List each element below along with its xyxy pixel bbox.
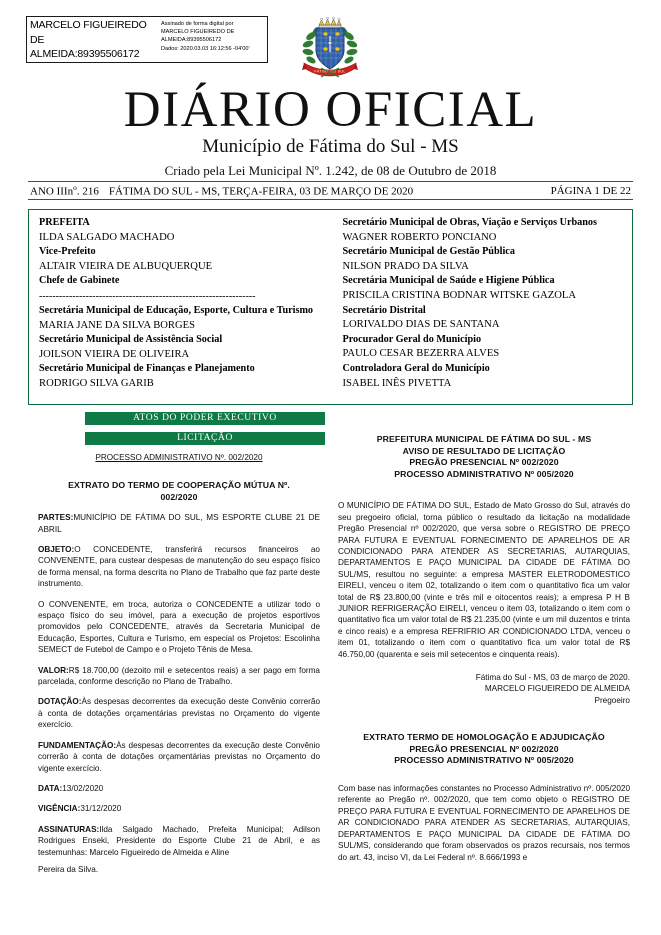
official-role: Secretário Municipal de Obras, Viação e Serviços Urbanos [342, 217, 597, 228]
masthead [0, 84, 661, 181]
aviso-heading-line-1: PREFEITURA MUNICIPAL DE FÁTIMA DO SUL - MS [376, 434, 592, 444]
digital-signature-box [26, 16, 268, 63]
objeto-paragraph [38, 544, 320, 590]
homologacao-body-paragraph: Com base nas informações constantes no Processo Administrativo nº. 005/2020 referente ao Pregão nº. 002/2020, que tem como objeto o REGISTRO DE PREÇO PARA FUTURA E EVENTUAL FORNECIMENTO DE APARELHOS DE AR CONDICIONADO PARA ATENDER AS SECRETARIAS, AUTARQUIAS, DEPARTAMENTOS E PAÇO MUNICIPAL DA CIDADE DE FÁTIMA DO SUL/MS, considerando que foram observados os prazos recursais, nos termos do art. 43, inciso VI, da Lei Federal nº. 8.666/1993 e [338, 784, 630, 862]
official-role: Controladora Geral do Município [342, 362, 490, 374]
valor-paragraph [38, 665, 320, 688]
valor-label: VALOR: [38, 665, 69, 675]
aviso-signer-name: MARCELO FIGUEIREDO DE ALMEIDA [484, 684, 630, 694]
official-name: ILDA SALGADO MACHADO [39, 231, 175, 243]
official-name: ISABEL INÊS PIVETTA [342, 377, 452, 389]
issue-info-left [30, 183, 413, 198]
officials-divider: ----------------------------------------------------------------- [39, 290, 256, 302]
homologacao-heading-line-1: EXTRATO TERMO DE HOMOLOGAÇÃO E ADJUDICAÇÃO [363, 732, 605, 743]
homologacao-heading-line-2: PREGÃO PRESENCIAL Nº 002/2020 [409, 743, 559, 754]
signature-meta-line-1: Assinado de forma digital por [161, 21, 234, 27]
objeto-value: O CONCEDENTE, transferirá recursos financeiros ao CONVENENTE, para custear despesas de manutenção do seu espaço físico de forma mensal, na forma descrita no Plano de Trabalho que faz parte deste instrumento. [38, 545, 320, 589]
fundamentacao-label: FUNDAMENTAÇÃO: [38, 740, 117, 750]
extrato-title-line-2: 002/2020 [160, 491, 198, 502]
assinaturas-label: ASSINATURAS: [38, 824, 100, 834]
signature-metadata [157, 17, 267, 62]
officials-box [28, 209, 633, 405]
official-name: PRISCILA CRISTINA BODNAR WITSKE GAZOLA [342, 289, 576, 301]
assinaturas-value: Ilda Salgado Machado, Prefeita Municipal; Adilson Rodrigues Enseki, Presidente do Esporte Clube 21 de Abril, e as testemunhas: Marcelo Figueiredo de Almeida e Aline [38, 824, 320, 857]
valor-value: R$ 18.700,00 (dezoito mil e setecentos reais) a ser pago em forma parcelada, conforme descrição no Plano de Trabalho. [38, 665, 320, 687]
partes-value: MUNICÍPIO DE FÁTIMA DO SUL, MS ESPORTE CLUBE 21 DE ABRIL [38, 513, 320, 534]
official-name: RODRIGO SILVA GARIB [39, 377, 154, 389]
assinaturas-tail: Pereira da Silva. [38, 864, 99, 874]
officials-column-right [331, 210, 633, 404]
section-banner-atos-poder-executivo: ATOS DO PODER EXECUTIVO [85, 412, 325, 425]
official-name: JOILSON VIEIRA DE OLIVEIRA [39, 348, 190, 360]
vigencia-paragraph [38, 803, 320, 814]
partes-paragraph [38, 512, 320, 535]
svg-text:FÁTIMA DO SUL: FÁTIMA DO SUL [314, 69, 346, 74]
signature-meta-line-3: ALMEIDA:89395506172 [161, 37, 222, 44]
official-role: Secretária Municipal de Educação, Esporte, Cultura e Turismo [39, 304, 314, 316]
vigencia-label: VIGÊNCIA: [38, 804, 81, 814]
official-name: WAGNER ROBERTO PONCIANO [342, 231, 497, 243]
official-name: ALTAIR VIEIRA DE ALBUQUERQUE [39, 260, 213, 272]
partes-label: PARTES: [38, 513, 74, 523]
data-label: DATA: [38, 783, 63, 793]
official-name: NILSON PRADO DA SILVA [342, 260, 469, 272]
aviso-signer-role: Pregoeiro [594, 695, 630, 705]
coat-of-arms-icon [297, 16, 363, 80]
dotacao-value: Às despesas decorrentes da execução deste Convênio correrão à conta de dotações orçamentárias previstas no Orçamento do vigente exercício. [38, 697, 320, 730]
data-value: 13/02/2020 [62, 783, 104, 793]
content-column-left [38, 452, 320, 875]
aviso-heading-line-2: AVISO DE RESULTADO DE LICITAÇÃO [402, 445, 566, 456]
officials-column-left [29, 210, 331, 404]
signature-meta-line-2: MARCELO FIGUEIREDO DE [161, 29, 235, 36]
section-banner-licitacao: LICITAÇÃO [85, 432, 325, 445]
fundamentacao-paragraph [38, 740, 320, 774]
objeto-label: OBJETO: [38, 545, 75, 554]
official-role: Secretária Municipal de Saúde e Higiene Pública [342, 275, 555, 287]
vigencia-value: 31/12/2020 [80, 804, 122, 814]
official-name: MARIA JANE DA SILVA BORGES [39, 319, 195, 331]
aviso-heading-line-4: PROCESSO ADMINISTRATIVO Nº 005/2020 [394, 468, 574, 479]
official-role: Vice-Prefeito [39, 246, 96, 258]
aviso-body-paragraph: O MUNICÍPIO DE FÁTIMA DO SUL, Estado de Mato Grosso do Sul, através do seu pregoeiro oficial, torna público o resultado da licitação na modalidade Pregão Presencial nº 002/2020, que versa sobre o REGISTRO DE PREÇO PARA FUTURA E EVENTUAL FORNECIMENTO DE APARELHOS DE AR CONDICIONADO PARA ATENDER AS SECRETARIAS, AUTARQUIAS, DEPARTAMENTOS E PAÇO MUNICIPAL DA CIDADE DE FÁTIMA DO SUL/MS, resultou no seguinte: a empresa MASTER ELETRODOMESTICO EIRELI, venceu o item 02, totalizando o item com o quantitativo fica um valor total de R$ 23.800,00 (vinte e três mil e oitocentos reais); a empresa P H B JUNIOR REFRIGERAÇÃO EIRELI, venceu o item 03, totalizando o item com o quantitativo fica um valor total de R$ 21.235,00 (vinte e um mil duzentos e trinta e cinco reais) e a empresa REFRIFRIO AR CONDICIONADO LTDA, venceu o item 01, totalizando o item com o quantitativo fica um valor total de R$ 46.750,00 (quarenta e seis mil setecentos e cinquenta reais). [338, 501, 630, 659]
assinaturas-paragraph [38, 824, 320, 858]
signature-name-line-2: DE [30, 33, 45, 46]
issue-number-sup: o [73, 183, 77, 193]
official-role: Secretário Municipal de Finanças e Planejamento [39, 363, 255, 375]
fundamentacao-value: Às despesas decorrentes da execução deste Convênio correrão à conta de dotações orçamentárias previstas no Orçamento do vigente exercício. [38, 740, 320, 773]
official-role: Procurador Geral do Município [342, 333, 482, 345]
masthead-law: Criado pela Lei Municipal Nº. 1.242, de 08 de Outubro de 2018 [164, 163, 497, 178]
aviso-place-date: Fátima do Sul - MS, 03 de março de 2020. [475, 673, 630, 683]
issue-place-date: FÁTIMA DO SUL - MS, TERÇA-FEIRA, 03 DE MARÇO DE 2020 [108, 185, 414, 198]
official-role: Secretário Distrital [342, 304, 426, 316]
signature-name-line-1: MARCELO FIGUEIREDO [30, 19, 147, 31]
processo-administrativo-heading: PROCESSO ADMINISTRATIVO Nº. 002/2020 [95, 453, 263, 462]
homologacao-heading-line-3: PROCESSO ADMINISTRATIVO Nº 005/2020 [394, 755, 574, 766]
issue-number-prefix: n [67, 185, 74, 198]
dotacao-label: DOTAÇÃO: [38, 697, 82, 707]
official-name: PAULO CESAR BEZERRA ALVES [342, 348, 500, 360]
data-paragraph [38, 783, 320, 794]
official-name: LORIVALDO DIAS DE SANTANA [342, 319, 500, 331]
signature-name [27, 17, 157, 62]
issue-info-bar [28, 181, 633, 200]
content-column-right [338, 434, 630, 863]
dotacao-paragraph [38, 696, 320, 730]
page-indicator: PÁGINA 1 DE 22 [550, 184, 631, 197]
official-role: Chefe de Gabinete [39, 275, 120, 287]
aviso-heading-line-3: PREGÃO PRESENCIAL Nº 002/2020 [409, 457, 559, 468]
page-title: DIÁRIO OFICIAL [123, 82, 538, 138]
masthead-subtitle: Município de Fátima do Sul - MS [202, 136, 459, 157]
official-role: Secretário Municipal de Assistência Social [39, 334, 223, 346]
signature-name-line-3: ALMEIDA:89395506172 [30, 48, 140, 60]
official-role: Secretário Municipal de Gestão Pública [342, 246, 515, 258]
issue-year: ANO III [30, 185, 68, 198]
signature-meta-line-4: Dados: 2020.03.03 16:12:56 -04'00' [161, 45, 250, 52]
official-role: PREFEITA [39, 217, 90, 228]
issue-number: . 216 [76, 185, 99, 198]
objeto-paragraph-2: O CONVENENTE, em troca, autoriza o CONCEDENTE a utilizar todo o espaço físico do seu imóvel, para a execução de projetos esportivos promovidos pelo CONCEDENTE, através da Secretaria Municipal de Educação, Esportes, Cultura e Turismo, em especial os Projetos: Escolinha SEMECT de Futebol de Campo e o Projeto Tênis de Mesa. [38, 599, 320, 655]
extrato-title-line-1: EXTRATO DO TERMO DE COOPERAÇÃO MÚTUA Nº. [68, 480, 290, 490]
